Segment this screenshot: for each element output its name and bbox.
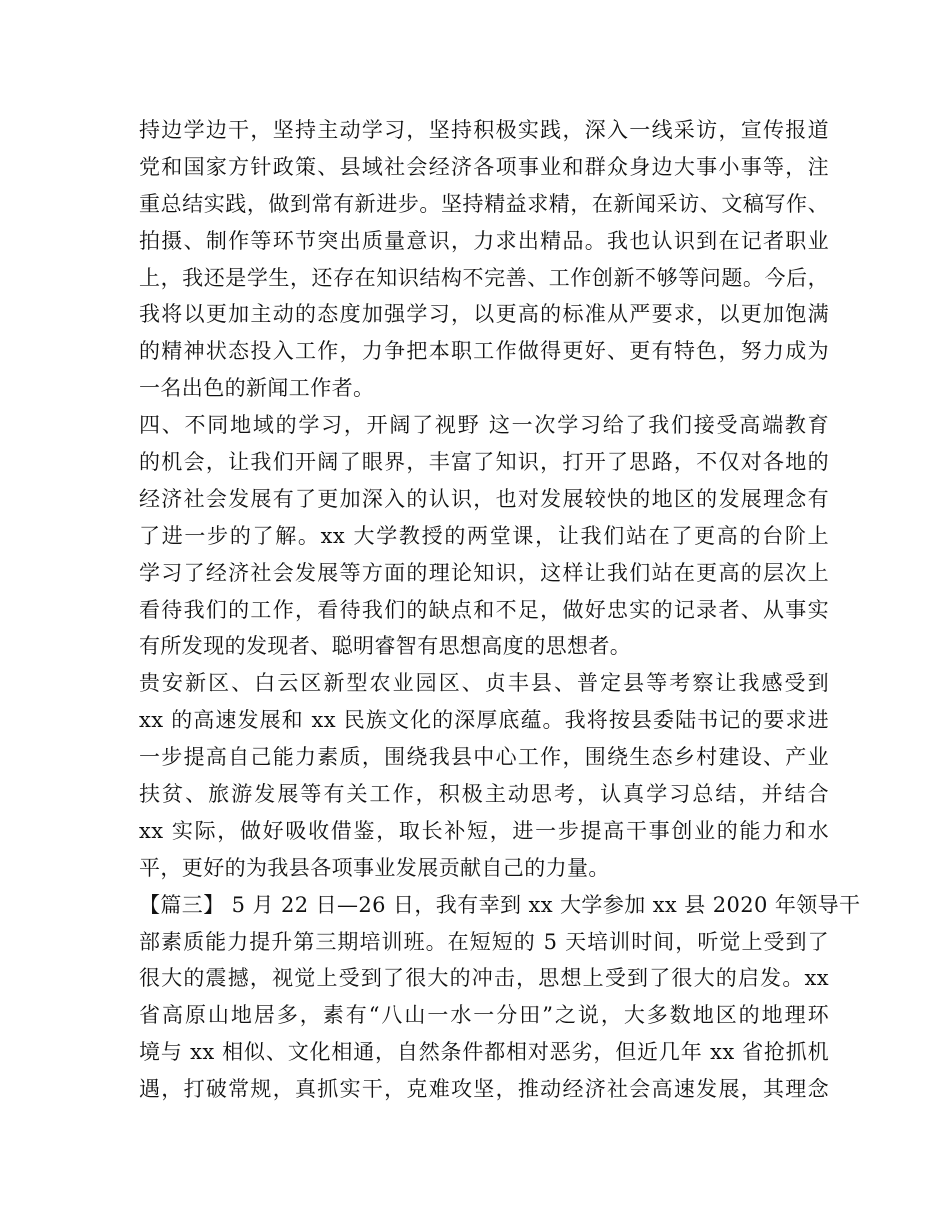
text-line: 很大的震撼，视觉上受到了很大的冲击，思想上受到了很大的启发。xx — [139, 966, 829, 991]
text-line: 重总结实践，做到常有新进步。坚持精益求精，在新闻采访、文稿写作、 — [139, 191, 829, 216]
text-line: 四、不同地域的学习，开阔了视野 这一次学习给了我们接受高端教育 — [139, 413, 829, 438]
text-line: 平，更好的为我县各项事业发展贡献自己的力量。 — [139, 855, 610, 880]
text-line: 有所发现的发现者、聪明睿智有思想高度的思想者。 — [139, 634, 632, 659]
text-line: 经济社会发展有了更加深入的认识，也对发展较快的地区的发展理念有 — [139, 486, 829, 511]
text-line: 的精神状态投入工作，力争把本职工作做得更好、更有特色，努力成为 — [139, 339, 829, 364]
text-line: 扶贫、旅游发展等有关工作，积极主动思考，认真学习总结，并结合 — [139, 782, 829, 807]
text-line: 省高原山地居多，素有“八山一水一分田”之说，大多数地区的地理环 — [139, 1003, 829, 1028]
text-line: 拍摄、制作等环节突出质量意识，力求出精品。我也认识到在记者职业 — [139, 228, 829, 253]
text-line: 一名出色的新闻工作者。 — [139, 376, 375, 401]
text-line: 一步提高自己能力素质，围绕我县中心工作，围绕生态乡村建设、产业 — [139, 745, 829, 770]
text-line: 学习了经济社会发展等方面的理论知识，这样让我们站在更高的层次上 — [139, 560, 829, 585]
text-line: 遇，打破常规，真抓实干，克难攻坚，推动经济社会高速发展，其理念 — [139, 1077, 829, 1102]
text-line: 【篇三】 5 月 22 日—26 日，我有幸到 xx 大学参加 xx 县 2020 年领导干 — [139, 892, 861, 917]
text-line: xx 实际，做好吸收借鉴，取长补短，进一步提高干事创业的能力和水 — [139, 818, 829, 843]
text-line: 党和国家方针政策、县域社会经济各项事业和群众身边大事小事等，注 — [139, 154, 829, 179]
text-line: 持边学边干，坚持主动学习，坚持积极实践，深入一线采访，宣传报道 — [139, 118, 829, 142]
document-page — [139, 112, 861, 1108]
text-line: 贵安新区、白云区新型农业园区、贞丰县、普定县等考察让我感受到 — [139, 671, 829, 696]
text-line: 我将以更加主动的态度加强学习，以更高的标准从严要求，以更加饱满 — [139, 302, 829, 327]
text-line: 上，我还是学生，还存在知识结构不完善、工作创新不够等问题。今后， — [139, 265, 829, 290]
text-line: 境与 xx 相似、文化相通，自然条件都相对恶劣，但近几年 xx 省抢抓机 — [139, 1040, 829, 1065]
text-line: 部素质能力提升第三期培训班。在短短的 5 天培训时间，听觉上受到了 — [139, 929, 829, 954]
text-line: 了进一步的了解。xx 大学教授的两堂课，让我们站在了更高的台阶上 — [139, 523, 829, 548]
text-line: xx 的高速发展和 xx 民族文化的深厚底蕴。我将按县委陆书记的要求进 — [139, 708, 829, 733]
text-line: 看待我们的工作，看待我们的缺点和不足，做好忠实的记录者、从事实 — [139, 597, 829, 622]
text-line: 的机会，让我们开阔了眼界，丰富了知识，打开了思路，不仅对各地的 — [139, 450, 829, 475]
